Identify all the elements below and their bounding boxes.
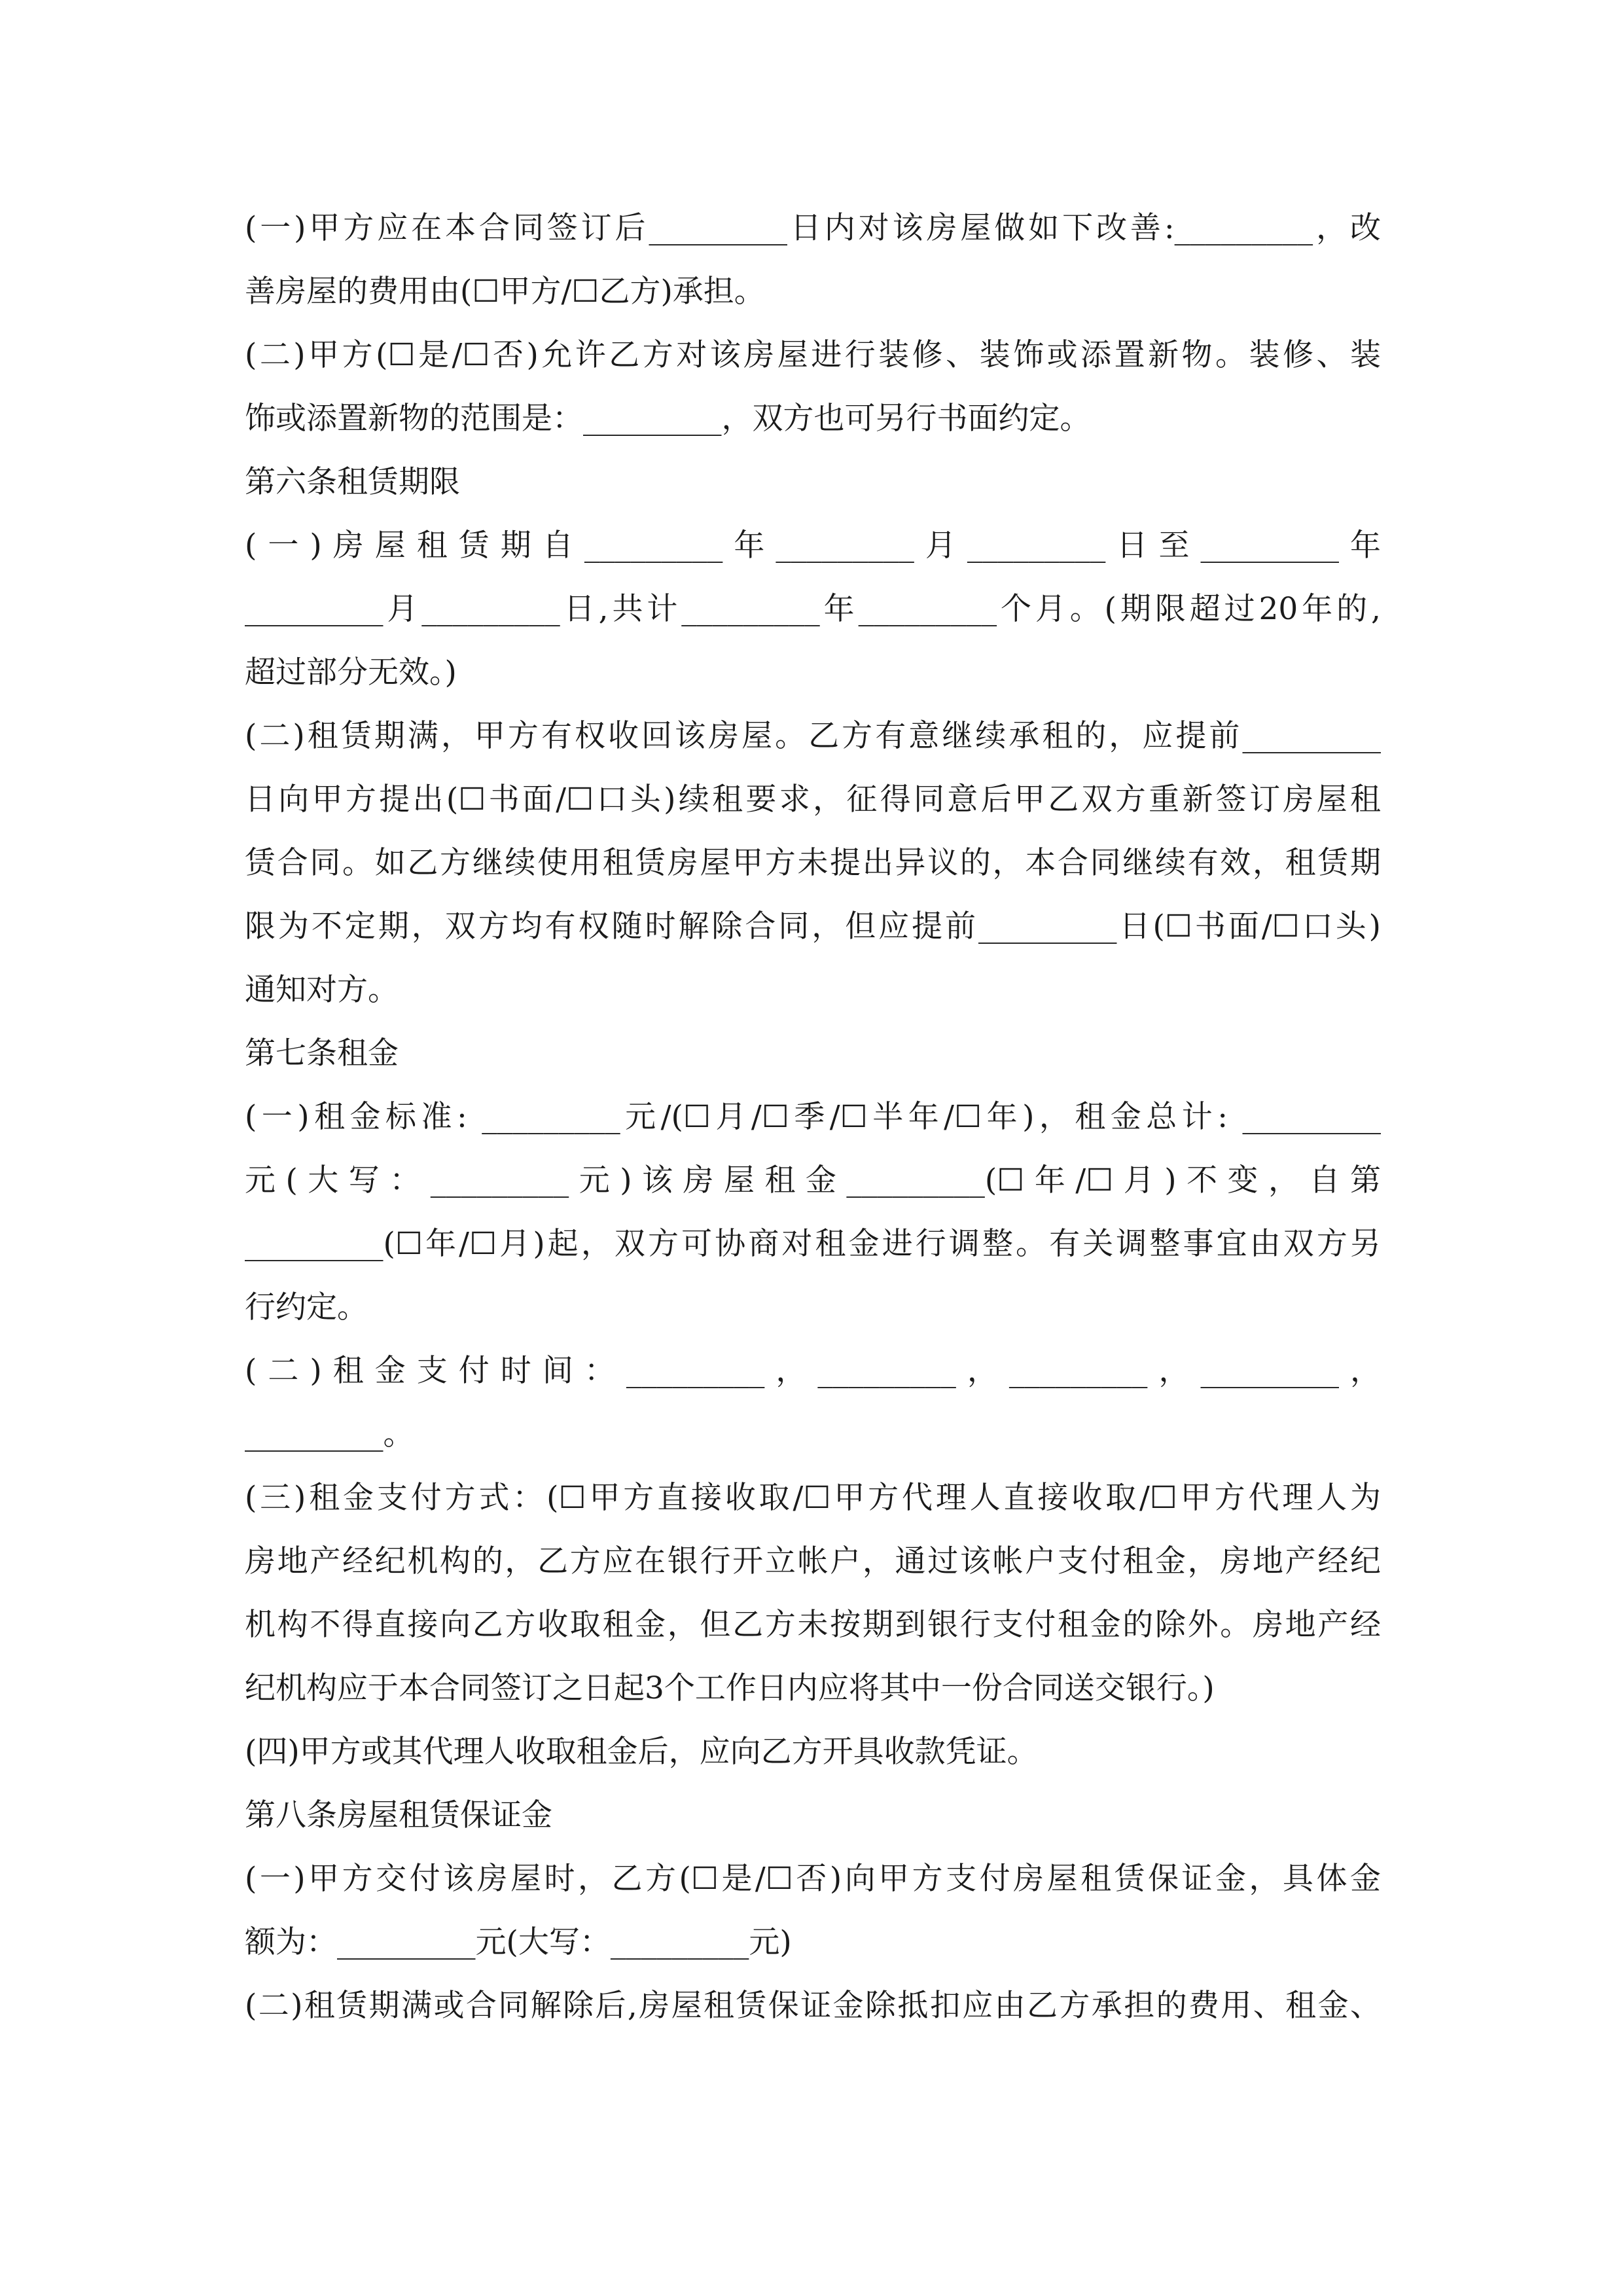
text-line: (三)租金支付方式：(☐甲方直接收取/☐甲方代理人直接收取/☐甲方代理人为 (245, 1480, 1381, 1516)
text-line: 额为：_________元(大写：_________元) (245, 1924, 792, 1960)
text-line: 限为不定期，双方均有权随时解除合同，但应提前_________日(☐书面/☐口头) (245, 908, 1381, 944)
text-line: (一)甲方交付该房屋时，乙方(☐是/☐否)向甲方支付房屋租赁保证金，具体金 (245, 1861, 1381, 1897)
text-line: 饰或添置新物的范围是：_________，双方也可另行书面约定。 (245, 401, 1091, 437)
section-heading: 第六条租赁期限 (245, 464, 460, 500)
text-line: (二)租赁期满或合同解除后,房屋租赁保证金除抵扣应由乙方承担的费用、租金、 (245, 1988, 1381, 2024)
text-line: 房地产经纪机构的，乙方应在银行开立帐户，通过该帐户支付租金，房地产经纪 (245, 1543, 1381, 1579)
text-line: 通知对方。 (245, 972, 399, 1008)
text-line: _________月_________日,共计_________年_________个月。(期限超过20年的, (245, 591, 1381, 627)
text-line: (二)租赁期满，甲方有权收回该房屋。乙方有意继续承租的，应提前_________ (245, 718, 1381, 754)
section-heading: 第八条房屋租赁保证金 (245, 1797, 552, 1833)
text-line: 赁合同。如乙方继续使用租赁房屋甲方未提出异议的，本合同继续有效，租赁期 (245, 845, 1381, 881)
text-line: _________。 (245, 1416, 414, 1452)
text-line: (二)租金支付时间：_________，_________，_________，_________， (245, 1353, 1381, 1389)
contract-body (245, 196, 1381, 2037)
text-line: 机构不得直接向乙方收取租金，但乙方未按期到银行支付租金的除外。房地产经 (245, 1607, 1381, 1643)
text-line: (一)甲方应在本合同签订后_________日内对该房屋做如下改善:_________，改 (245, 210, 1381, 246)
text-line: 善房屋的费用由(☐甲方/☐乙方)承担。 (245, 274, 765, 310)
text-line: (四)甲方或其代理人收取租金后，应向乙方开具收款凭证。 (245, 1734, 1038, 1770)
section-heading: 第七条租金 (245, 1035, 399, 1071)
text-line: _________(☐年/☐月)起，双方可协商对租金进行调整。有关调整事宜由双方另 (245, 1226, 1381, 1262)
text-line: 超过部分无效。) (245, 655, 457, 691)
text-line: (二)甲方(☐是/☐否)允许乙方对该房屋进行装修、装饰或添置新物。装修、装 (245, 337, 1381, 373)
text-line: 日向甲方提出(☐书面/☐口头)续租要求，征得同意后甲乙双方重新签订房屋租 (245, 781, 1381, 817)
text-line: 元(大写：_________元)该房屋租金_________(☐年/☐月)不变，自第 (245, 1162, 1381, 1198)
text-line: 纪机构应于本合同签订之日起3个工作日内应将其中一份合同送交银行。) (245, 1670, 1215, 1706)
text-line: 行约定。 (245, 1289, 368, 1325)
text-line: (一)租金标准: _________元/(☐月/☐季/☐半年/☐年)，租金总计: _________ (245, 1099, 1381, 1135)
text-line: (一)房屋租赁期自_________年_________月_________日至_________年 (245, 528, 1381, 564)
